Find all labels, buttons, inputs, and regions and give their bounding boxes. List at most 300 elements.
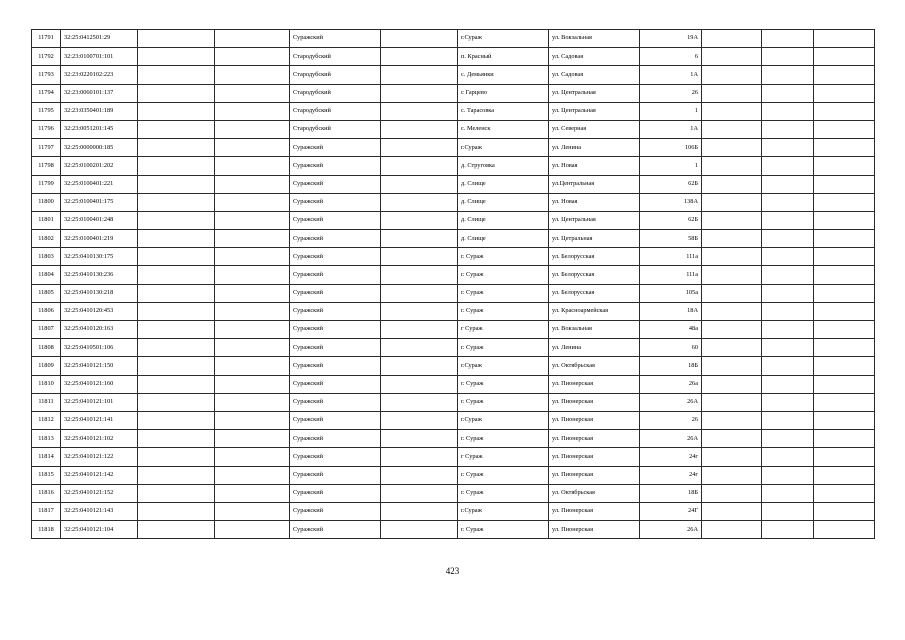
table-row <box>32 175 875 193</box>
district-cell: Стародубский <box>290 120 381 138</box>
house-number-cell: 24Г <box>640 502 702 520</box>
street-cell: ул. Центральная <box>549 211 640 229</box>
empty-cell <box>762 193 814 211</box>
empty-cell <box>814 502 875 520</box>
empty-cell <box>215 484 290 502</box>
locality-cell: г Сураж <box>458 321 549 339</box>
house-number-cell: 26 <box>640 411 702 429</box>
empty-cell <box>138 411 215 429</box>
locality-cell: г Сураж <box>458 448 549 466</box>
empty-cell <box>814 193 875 211</box>
empty-cell <box>215 30 290 48</box>
district-cell: Суражский <box>290 266 381 284</box>
street-cell: ул.Центральная <box>549 175 640 193</box>
record-number-cell: 11802 <box>32 230 61 248</box>
table-row <box>32 393 875 411</box>
house-number-cell: 138А <box>640 193 702 211</box>
district-cell: Суражский <box>290 321 381 339</box>
empty-cell <box>215 211 290 229</box>
district-cell: Стародубский <box>290 66 381 84</box>
record-number-cell: 11816 <box>32 484 61 502</box>
empty-cell <box>762 339 814 357</box>
empty-cell <box>762 284 814 302</box>
empty-cell <box>762 48 814 66</box>
empty-cell <box>215 102 290 120</box>
empty-cell <box>702 448 762 466</box>
table-row <box>32 157 875 175</box>
empty-cell <box>215 521 290 539</box>
empty-cell <box>138 175 215 193</box>
empty-cell <box>215 266 290 284</box>
cadastral-number-cell: 32:23:0060101:137 <box>61 84 138 102</box>
locality-cell: г. Сураж <box>458 484 549 502</box>
empty-cell <box>814 84 875 102</box>
empty-cell <box>381 157 458 175</box>
street-cell: ул. Пионерская <box>549 448 640 466</box>
table-row <box>32 375 875 393</box>
table-row <box>32 230 875 248</box>
locality-cell: д. Слище <box>458 193 549 211</box>
empty-cell <box>381 84 458 102</box>
street-cell: ул. Пионерская <box>549 393 640 411</box>
empty-cell <box>702 157 762 175</box>
empty-cell <box>814 48 875 66</box>
street-cell: ул. Белорусская <box>549 248 640 266</box>
empty-cell <box>762 102 814 120</box>
table-row <box>32 302 875 320</box>
house-number-cell: 62Б <box>640 211 702 229</box>
empty-cell <box>814 339 875 357</box>
house-number-cell: 1А <box>640 66 702 84</box>
table-row <box>32 120 875 138</box>
cadastral-number-cell: 32:25:0410121:141 <box>61 411 138 429</box>
empty-cell <box>138 339 215 357</box>
empty-cell <box>814 393 875 411</box>
house-number-cell: 19А <box>640 30 702 48</box>
cadastral-number-cell: 32:25:0410121:143 <box>61 502 138 520</box>
empty-cell <box>215 230 290 248</box>
empty-cell <box>381 521 458 539</box>
table-row <box>32 66 875 84</box>
empty-cell <box>381 30 458 48</box>
empty-cell <box>381 375 458 393</box>
empty-cell <box>814 521 875 539</box>
empty-cell <box>215 48 290 66</box>
empty-cell <box>762 375 814 393</box>
empty-cell <box>138 448 215 466</box>
empty-cell <box>215 321 290 339</box>
empty-cell <box>138 248 215 266</box>
empty-cell <box>762 248 814 266</box>
empty-cell <box>138 321 215 339</box>
record-number-cell: 11810 <box>32 375 61 393</box>
district-cell: Стародубский <box>290 84 381 102</box>
empty-cell <box>381 484 458 502</box>
table-row <box>32 139 875 157</box>
empty-cell <box>381 357 458 375</box>
empty-cell <box>138 521 215 539</box>
locality-cell: д. Струговка <box>458 157 549 175</box>
locality-cell: г. Сураж <box>458 248 549 266</box>
empty-cell <box>381 120 458 138</box>
empty-cell <box>762 302 814 320</box>
record-number-cell: 11800 <box>32 193 61 211</box>
empty-cell <box>215 448 290 466</box>
district-cell: Суражский <box>290 139 381 157</box>
empty-cell <box>762 139 814 157</box>
empty-cell <box>762 211 814 229</box>
empty-cell <box>215 139 290 157</box>
cadastral-number-cell: 32:25:0412501:29 <box>61 30 138 48</box>
record-number-cell: 11812 <box>32 411 61 429</box>
table-row <box>32 411 875 429</box>
empty-cell <box>138 120 215 138</box>
empty-cell <box>762 411 814 429</box>
empty-cell <box>215 357 290 375</box>
street-cell: ул. Октябрьская <box>549 357 640 375</box>
empty-cell <box>138 466 215 484</box>
table-body <box>32 30 875 539</box>
locality-cell: п. Красный <box>458 48 549 66</box>
street-cell: ул. Северная <box>549 120 640 138</box>
district-cell: Суражский <box>290 339 381 357</box>
empty-cell <box>814 120 875 138</box>
district-cell: Суражский <box>290 466 381 484</box>
locality-cell: г. Сураж <box>458 393 549 411</box>
table-row <box>32 266 875 284</box>
cadastral-number-cell: 32:25:0100401:248 <box>61 211 138 229</box>
empty-cell <box>702 84 762 102</box>
cadastral-number-cell: 32:23:0350401:189 <box>61 102 138 120</box>
empty-cell <box>702 284 762 302</box>
house-number-cell: 1А <box>640 120 702 138</box>
house-number-cell: 26А <box>640 521 702 539</box>
street-cell: ул. Пионерская <box>549 411 640 429</box>
house-number-cell: 26А <box>640 430 702 448</box>
empty-cell <box>814 411 875 429</box>
empty-cell <box>215 248 290 266</box>
empty-cell <box>702 48 762 66</box>
table-row <box>32 484 875 502</box>
empty-cell <box>762 266 814 284</box>
empty-cell <box>814 211 875 229</box>
street-cell: ул. Красноармейская <box>549 302 640 320</box>
empty-cell <box>138 302 215 320</box>
street-cell: ул. Ленина <box>549 339 640 357</box>
empty-cell <box>702 502 762 520</box>
empty-cell <box>762 484 814 502</box>
empty-cell <box>381 193 458 211</box>
empty-cell <box>215 302 290 320</box>
house-number-cell: 26а <box>640 375 702 393</box>
locality-cell: г. Сураж <box>458 339 549 357</box>
empty-cell <box>215 393 290 411</box>
table-row <box>32 102 875 120</box>
house-number-cell: 24г <box>640 466 702 484</box>
cadastral-number-cell: 32:25:0410120:163 <box>61 321 138 339</box>
empty-cell <box>814 66 875 84</box>
empty-cell <box>702 120 762 138</box>
empty-cell <box>138 484 215 502</box>
empty-cell <box>381 66 458 84</box>
empty-cell <box>702 102 762 120</box>
street-cell: ул. Октябрьская <box>549 484 640 502</box>
empty-cell <box>138 357 215 375</box>
empty-cell <box>138 66 215 84</box>
empty-cell <box>215 66 290 84</box>
table-row <box>32 448 875 466</box>
locality-cell: г. Сураж <box>458 266 549 284</box>
empty-cell <box>762 84 814 102</box>
empty-cell <box>381 339 458 357</box>
locality-cell: г.Сураж <box>458 139 549 157</box>
record-number-cell: 11796 <box>32 120 61 138</box>
record-number-cell: 11792 <box>32 48 61 66</box>
house-number-cell: 18А <box>640 302 702 320</box>
empty-cell <box>381 230 458 248</box>
house-number-cell: 105а <box>640 284 702 302</box>
empty-cell <box>381 502 458 520</box>
cadastral-number-cell: 32:25:0410501:106 <box>61 339 138 357</box>
district-cell: Суражский <box>290 157 381 175</box>
record-number-cell: 11803 <box>32 248 61 266</box>
street-cell: ул. Пионерская <box>549 466 640 484</box>
district-cell: Суражский <box>290 230 381 248</box>
empty-cell <box>702 139 762 157</box>
empty-cell <box>381 139 458 157</box>
locality-cell: г. Сураж <box>458 430 549 448</box>
empty-cell <box>814 302 875 320</box>
empty-cell <box>814 230 875 248</box>
empty-cell <box>138 393 215 411</box>
empty-cell <box>702 484 762 502</box>
empty-cell <box>814 284 875 302</box>
empty-cell <box>762 502 814 520</box>
table-row <box>32 357 875 375</box>
empty-cell <box>702 430 762 448</box>
empty-cell <box>762 466 814 484</box>
empty-cell <box>702 393 762 411</box>
cadastral-number-cell: 32:25:0100401:221 <box>61 175 138 193</box>
house-number-cell: 26А <box>640 393 702 411</box>
empty-cell <box>702 375 762 393</box>
empty-cell <box>762 30 814 48</box>
street-cell: ул. Пионерская <box>549 502 640 520</box>
street-cell: ул. Вокзальная <box>549 321 640 339</box>
record-number-cell: 11807 <box>32 321 61 339</box>
record-number-cell: 11795 <box>32 102 61 120</box>
empty-cell <box>138 502 215 520</box>
cadastral-number-cell: 32:25:0410121:104 <box>61 521 138 539</box>
street-cell: ул. Садовая <box>549 66 640 84</box>
locality-cell: г. Сураж <box>458 521 549 539</box>
cadastral-number-cell: 32:23:0051201:145 <box>61 120 138 138</box>
cadastral-number-cell: 32:25:0410120:453 <box>61 302 138 320</box>
empty-cell <box>814 157 875 175</box>
house-number-cell: 1 <box>640 102 702 120</box>
empty-cell <box>762 448 814 466</box>
empty-cell <box>762 430 814 448</box>
house-number-cell: 111а <box>640 266 702 284</box>
empty-cell <box>215 502 290 520</box>
empty-cell <box>814 357 875 375</box>
empty-cell <box>762 357 814 375</box>
locality-cell: д. Слище <box>458 230 549 248</box>
empty-cell <box>138 139 215 157</box>
house-number-cell: 62Б <box>640 175 702 193</box>
locality-cell: с Гарцево <box>458 84 549 102</box>
empty-cell <box>814 448 875 466</box>
empty-cell <box>702 248 762 266</box>
street-cell: ул. Новая <box>549 157 640 175</box>
empty-cell <box>814 30 875 48</box>
empty-cell <box>814 321 875 339</box>
table-row <box>32 248 875 266</box>
table-row <box>32 521 875 539</box>
record-number-cell: 11817 <box>32 502 61 520</box>
locality-cell: г.Сураж <box>458 502 549 520</box>
district-cell: Суражский <box>290 284 381 302</box>
empty-cell <box>215 430 290 448</box>
house-number-cell: 111а <box>640 248 702 266</box>
record-number-cell: 11806 <box>32 302 61 320</box>
empty-cell <box>762 175 814 193</box>
table-row <box>32 321 875 339</box>
district-cell: Суражский <box>290 521 381 539</box>
record-number-cell: 11805 <box>32 284 61 302</box>
empty-cell <box>814 266 875 284</box>
empty-cell <box>215 411 290 429</box>
empty-cell <box>702 266 762 284</box>
empty-cell <box>702 175 762 193</box>
empty-cell <box>381 284 458 302</box>
street-cell: ул. Садовая <box>549 48 640 66</box>
street-cell: ул. Ленина <box>549 139 640 157</box>
cadastral-number-cell: 32:23:0100701:101 <box>61 48 138 66</box>
locality-cell: с. Меленск <box>458 120 549 138</box>
empty-cell <box>762 393 814 411</box>
empty-cell <box>381 411 458 429</box>
district-cell: Суражский <box>290 375 381 393</box>
empty-cell <box>215 375 290 393</box>
record-number-cell: 11818 <box>32 521 61 539</box>
empty-cell <box>381 266 458 284</box>
district-cell: Суражский <box>290 302 381 320</box>
empty-cell <box>814 102 875 120</box>
record-number-cell: 11815 <box>32 466 61 484</box>
locality-cell: д. Слище <box>458 211 549 229</box>
house-number-cell: 26 <box>640 84 702 102</box>
locality-cell: г. Сураж <box>458 302 549 320</box>
locality-cell: д. Слище <box>458 175 549 193</box>
house-number-cell: 60 <box>640 339 702 357</box>
empty-cell <box>702 30 762 48</box>
empty-cell <box>702 521 762 539</box>
street-cell: ул. Белорусская <box>549 284 640 302</box>
empty-cell <box>702 339 762 357</box>
house-number-cell: 24г <box>640 448 702 466</box>
district-cell: Суражский <box>290 411 381 429</box>
empty-cell <box>381 321 458 339</box>
empty-cell <box>381 175 458 193</box>
empty-cell <box>215 157 290 175</box>
empty-cell <box>702 411 762 429</box>
empty-cell <box>702 230 762 248</box>
cadastral-number-cell: 32:25:0410121:142 <box>61 466 138 484</box>
empty-cell <box>762 321 814 339</box>
empty-cell <box>138 48 215 66</box>
district-cell: Суражский <box>290 175 381 193</box>
empty-cell <box>381 248 458 266</box>
cadastral-number-cell: 32:25:0410130:218 <box>61 284 138 302</box>
empty-cell <box>762 120 814 138</box>
locality-cell: с. Тарасовка <box>458 102 549 120</box>
cadastral-number-cell: 32:25:0410121:102 <box>61 430 138 448</box>
empty-cell <box>381 48 458 66</box>
street-cell: ул. Пионерская <box>549 375 640 393</box>
table-row <box>32 466 875 484</box>
table-row <box>32 284 875 302</box>
cadastral-number-cell: 32:25:0410121:160 <box>61 375 138 393</box>
table-row <box>32 430 875 448</box>
cadastral-number-cell: 32:25:0100401:175 <box>61 193 138 211</box>
cadastral-number-cell: 32:25:0410121:122 <box>61 448 138 466</box>
empty-cell <box>138 84 215 102</box>
empty-cell <box>702 357 762 375</box>
empty-cell <box>814 484 875 502</box>
street-cell: ул. Цетральная <box>549 230 640 248</box>
cadastral-number-cell: 32:25:0100201:202 <box>61 157 138 175</box>
record-number-cell: 11794 <box>32 84 61 102</box>
locality-cell: г.Сураж <box>458 411 549 429</box>
empty-cell <box>215 339 290 357</box>
house-number-cell: 48а <box>640 321 702 339</box>
table-row <box>32 84 875 102</box>
empty-cell <box>814 175 875 193</box>
district-cell: Суражский <box>290 430 381 448</box>
table-row <box>32 30 875 48</box>
empty-cell <box>381 393 458 411</box>
empty-cell <box>138 266 215 284</box>
cadastral-number-cell: 32:25:0410130:236 <box>61 266 138 284</box>
street-cell: ул. Пионерская <box>549 521 640 539</box>
street-cell: ул. Центральная <box>549 84 640 102</box>
empty-cell <box>138 30 215 48</box>
house-number-cell: 6 <box>640 48 702 66</box>
empty-cell <box>138 230 215 248</box>
cadastral-number-cell: 32:25:0410130:175 <box>61 248 138 266</box>
empty-cell <box>215 175 290 193</box>
empty-cell <box>138 430 215 448</box>
street-cell: ул. Центральная <box>549 102 640 120</box>
empty-cell <box>381 211 458 229</box>
table-row <box>32 48 875 66</box>
locality-cell: с. Демьянки <box>458 66 549 84</box>
empty-cell <box>814 375 875 393</box>
district-cell: Суражский <box>290 448 381 466</box>
record-number-cell: 11791 <box>32 30 61 48</box>
record-number-cell: 11809 <box>32 357 61 375</box>
cadastral-number-cell: 32:25:0410121:150 <box>61 357 138 375</box>
record-number-cell: 11804 <box>32 266 61 284</box>
street-cell: ул. Вокзальная <box>549 30 640 48</box>
empty-cell <box>381 430 458 448</box>
locality-cell: г.Сураж <box>458 30 549 48</box>
district-cell: Суражский <box>290 193 381 211</box>
house-number-cell: 1 <box>640 157 702 175</box>
cadastral-number-cell: 32:25:0410121:152 <box>61 484 138 502</box>
empty-cell <box>762 230 814 248</box>
